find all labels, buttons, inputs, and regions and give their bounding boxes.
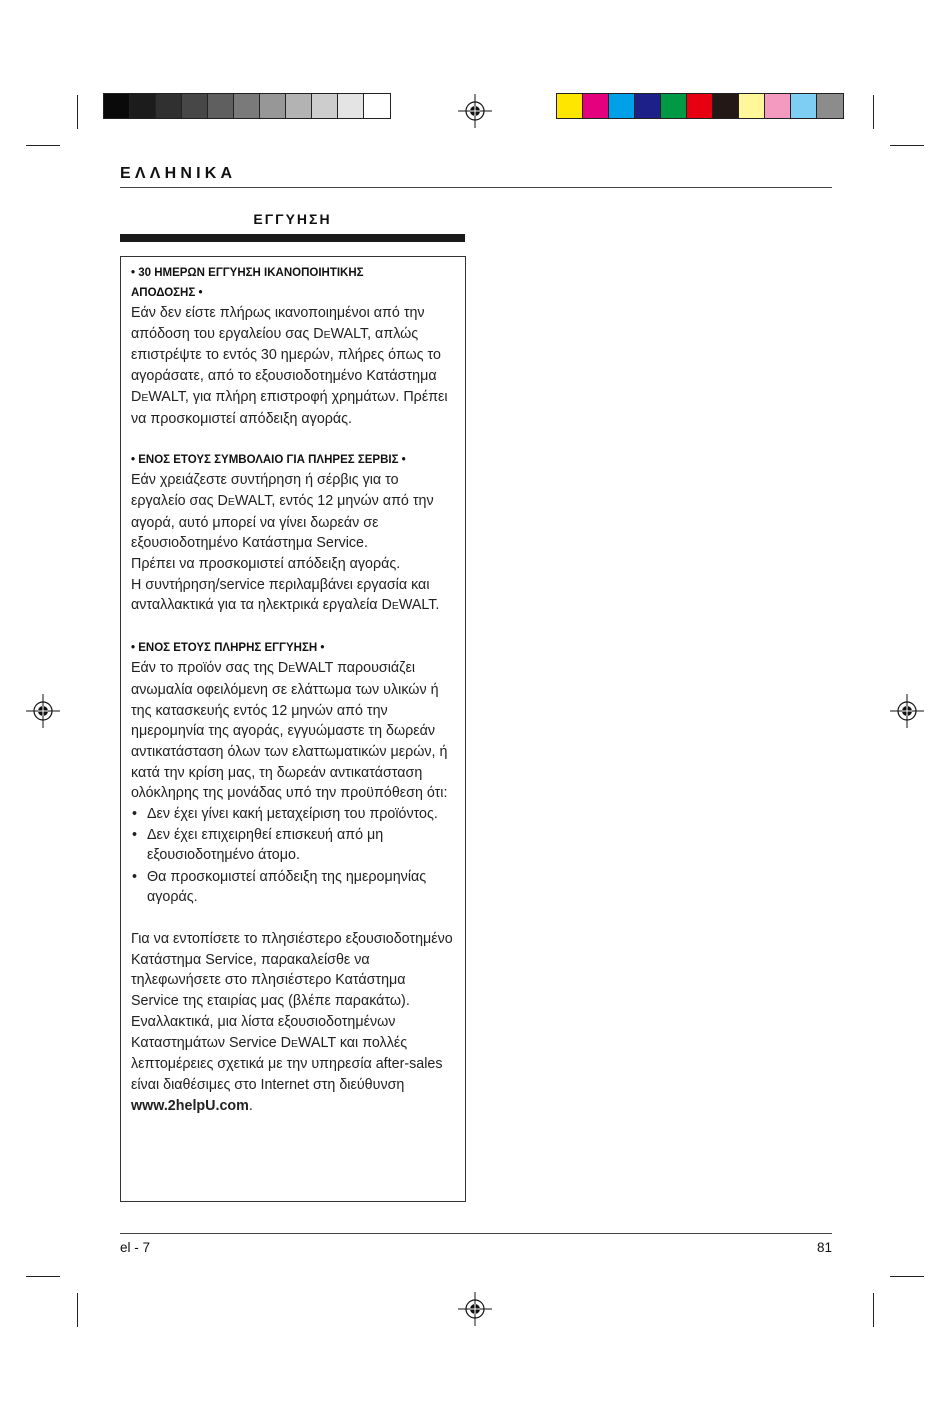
warranty-30-days-text: Εάν δεν είστε πλήρως ικανοποιημένοι από την απόδοση του εργαλείου σας DEWALT, απλώς επιστρέψτε το εντός 30 ημερών, πλήρες όπως το αγοράσατε, από το εξουσιοδοτημένο Κατάστημα DEWALT, για πλήρη επιστροφή χρημάτων. Πρέπει να προσκομιστεί απόδειξη αγοράς. [131,305,448,427]
page-number: 81 [816,1240,832,1255]
crop-mark [890,1276,924,1277]
crop-mark [26,145,60,146]
service-contract-proof: Πρέπει να προσκομιστεί απόδειξη αγοράς. [131,556,401,573]
color-swatch [687,94,713,118]
registration-target-icon [458,1292,492,1326]
warranty-box [120,256,466,1202]
color-swatch [583,94,609,118]
service-contract-text: Εάν χρειάζεστε συντήρηση ή σέρβις για το εργαλείο σας DEWALT, εντός 12 μηνών από την αγορά, αυτό μπορεί να γίνει δωρεάν σε εξουσιοδοτημένο Κατάστημα Service. [131,472,434,552]
color-swatch [635,94,661,118]
color-swatch [364,94,390,118]
website-link[interactable]: www.2helpU.com [131,1097,249,1114]
crop-mark [873,95,874,129]
color-swatch [713,94,739,118]
color-swatch [557,94,583,118]
warranty-conditions-list [131,804,455,907]
service-contract-coverage: Η συντήρηση/service περιλαμβάνει εργασία και ανταλλακτικά για τα ηλεκτρικά εργαλεία DEWALT. [131,576,440,614]
color-swatch [312,94,338,118]
color-swatch [817,94,843,118]
color-swatch [791,94,817,118]
section-title-bar [120,234,465,242]
color-swatch [182,94,208,118]
color-swatch [609,94,635,118]
registration-target-icon [890,694,924,728]
list-item: • Θα προσκομιστεί απόδειξη της ημερομηνίας αγοράς. [131,867,455,907]
footer-divider [120,1233,832,1234]
color-swatch [156,94,182,118]
header-divider [120,187,832,188]
section-title: ΕΓΓΥΗΣΗ [253,211,332,227]
crop-mark [890,145,924,146]
language-title: ΕΛΛΗΝΙΚΑ [120,165,237,182]
color-swatch [661,94,687,118]
crop-mark [873,1293,874,1327]
full-warranty-heading: • ΕΝΟΣ ΕΤΟΥΣ ΠΛΗΡΗΣ ΕΓΓΥΗΣΗ • [131,642,325,655]
color-swatch [739,94,765,118]
list-item: • Δεν έχει επιχειρηθεί επισκευή από μη εξουσιοδοτημένο άτομο. [131,825,455,865]
service-locator-text: Για να εντοπίσετε το πλησιέστερο εξουσιοδοτημένο Κατάστημα Service, παρακαλείσθε να τηλεφωνήσετε στο πλησιέστερο Κατάστημα Service της εταιρίας μας (βλέπε παρακάτω). Εναλλακτικά, μια λίστα εξουσιοδοτημένων Καταστημάτων Service DEWALT και πολλές λεπτομέρειες σχετικά με την υπηρεσία after-sales είναι διαθέσιμες στο Internet στη διεύθυνση www.2helpU.com. [131,931,453,1114]
color-swatch [338,94,364,118]
crop-mark [77,1293,78,1327]
color-swatch [260,94,286,118]
color-calibration-strip [556,93,844,119]
section-page-number: el - 7 [120,1240,151,1255]
grayscale-calibration-strip [103,93,391,119]
color-swatch [104,94,130,118]
full-warranty-text: Εάν το προϊόν σας της DEWALT παρουσιάζει ανωμαλία οφειλόμενη σε ελάττωμα των υλικών ή της κατασκευής εντός 12 μηνών από την ημερομηνία της αγοράς, εγγυώμαστε τη δωρεάν αντικατάσταση όλων των ελαττωματικών μερών, ή κατά την κρίση μας, τη δωρεάν αντικατάσταση ολόκληρης της μονάδας υπό την προϋπόθεση ότι: [131,660,448,802]
color-swatch [765,94,791,118]
service-contract-heading: • ΕΝΟΣ ΕΤΟΥΣ ΣΥΜΒΟΛΑΙΟ ΓΙΑ ΠΛΗΡΕΣ ΣΕΡΒΙΣ • [131,454,406,467]
color-swatch [286,94,312,118]
color-swatch [208,94,234,118]
warranty-30-days-heading: • 30 ΗΜΕΡΩΝ ΕΓΓΥΗΣΗ ΙΚΑΝΟΠΟΙΗΤΙΚΗΣ ΑΠΟΔΟΣΗΣ • [131,267,364,299]
registration-target-icon [458,94,492,128]
color-swatch [234,94,260,118]
registration-target-icon [26,694,60,728]
crop-mark [77,95,78,129]
color-swatch [130,94,156,118]
list-item: • Δεν έχει γίνει κακή μεταχείριση του προϊόντος. [131,804,455,824]
crop-mark [26,1276,60,1277]
